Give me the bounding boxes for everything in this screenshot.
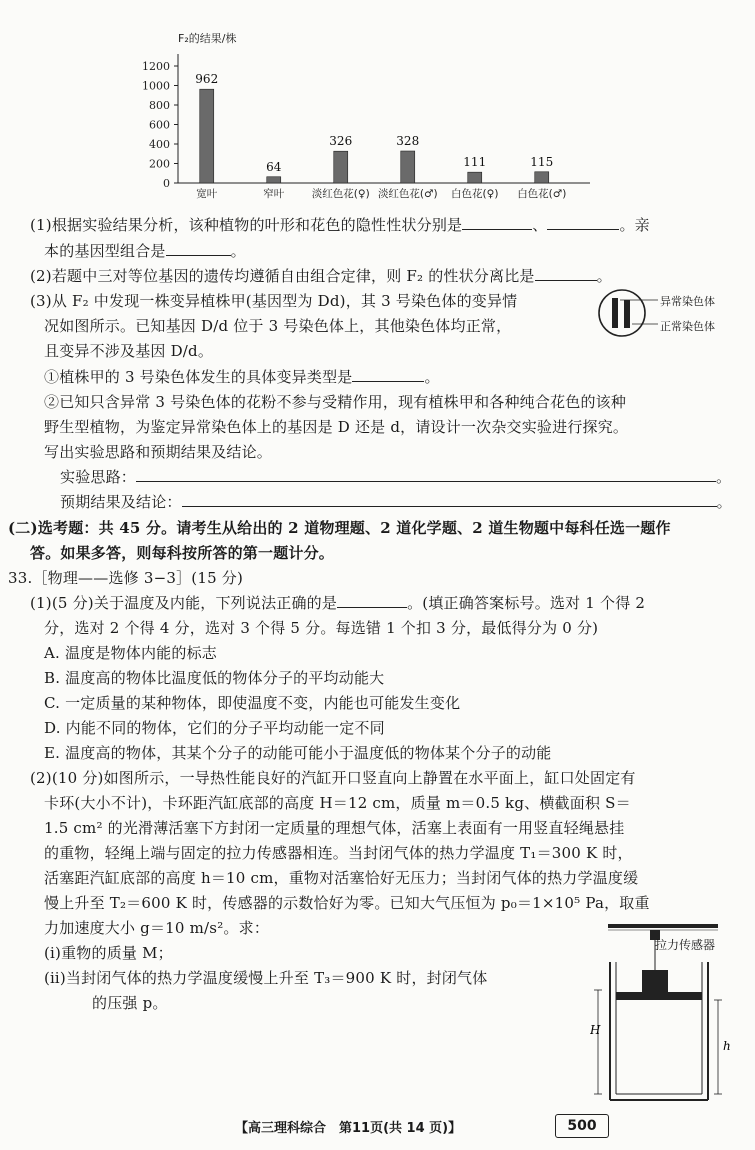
q33-1-line1 [30,593,645,613]
experiment-idea [60,467,731,487]
answer-blank-flower[interactable] [547,215,619,230]
bar [401,151,415,183]
answer-blank-expected-results[interactable] [182,492,717,507]
bar-value-label: 328 [396,134,420,149]
q2-text: (2)若题中三对等位基因的遗传均遵循自由组合定律，则 F₂ 的性状分离比是 [30,267,535,285]
y-tick-label: 800 [149,99,170,112]
q2-line [30,266,612,286]
answer-blank-q33-1[interactable] [337,593,407,608]
bar-value-label: 962 [195,72,219,87]
expected-results [60,492,732,512]
answer-blank-variation-type[interactable] [352,367,424,382]
section-elective-line2: 答。如果多答，则每科按所答的第一题计分。 [30,544,335,562]
answer-blank-parent-genotype[interactable] [166,241,231,256]
q3-sub1 [44,367,440,387]
sensor-label: 拉力传感器 [655,938,716,952]
q33-2-line4: 的重物，轻绳上端与固定的拉力传感器相连。当封闭气体的热力学温度 T₁＝300 K 时， [44,844,633,862]
chromosome-pointer-lines [620,292,660,332]
expected-results-end: 。 [716,493,732,511]
q33-2-ii-line2: 的压强 p。 [92,994,168,1012]
q33-1-line2: 分，选对 2 个得 4 分，选对 3 个得 5 分。每选错 1 个扣 3 分，最低得分为 0 分) [44,619,599,637]
q33-2-ii-line1: (ⅱ)当封闭气体的热力学温度缓慢上升至 T₃＝900 K 时，封闭气体 [44,969,488,987]
q33-1-text: (1)(5 分)关于温度及内能，下列说法正确的是 [30,594,338,612]
option-d: D. 内能不同的物体，它们的分子平均动能一定不同 [44,719,385,737]
expected-results-label: 预期结果及结论： [60,493,182,511]
q1-text-c: 本的基因型组合是 [44,242,166,260]
normal-chromosome-label: 正常染色体 [660,320,715,333]
y-tick-label: 1000 [142,79,170,93]
bar [200,89,214,183]
q33-heading: 33.［物理——选修 3−3］(15 分) [8,569,244,587]
x-category-label: 白色花(♂) [517,188,567,200]
x-category-label: 淡红色花(♀) [311,188,370,200]
q3-line1: (3)从 F₂ 中发现一株变异植株甲(基因型为 Dd)，其 3 号染色体的变异情 [30,292,518,310]
piston [616,992,702,1000]
x-category-label: 白色花(♀) [451,188,499,200]
q2-end: 。 [596,267,612,285]
bar [267,177,281,183]
q3-sub1-text: ①植株甲的 3 号染色体发生的具体变异类型是 [44,368,353,386]
q3-sub2-line2: 野生型植物，为鉴定异常染色体上的基因是 D 还是 d，请设计一次杂交实验进行探究。 [44,418,629,436]
q3-sub2-line1: ②已知只含异常 3 号染色体的花粉不参与受精作用，现有植株甲和各种纯合花色的该种 [44,393,627,411]
q1-sep: 、 [532,216,548,234]
abnormal-chromosome [612,298,618,328]
answer-blank-ratio[interactable] [535,266,597,281]
answer-blank-leaf[interactable] [462,215,532,230]
chart-ylabel: F₂的结果/株 [178,32,237,45]
q33-2-i: (ⅰ)重物的质量 M； [44,944,173,962]
experiment-idea-label: 实验思路： [60,468,137,486]
q1-line2 [44,241,246,261]
y-tick-label: 0 [163,177,170,190]
section-elective-line1: (二)选考题：共 45 分。请考生从给出的 2 道物理题、2 道化学题、2 道生物题中每科任选一题作 [8,519,671,537]
q1-text-b: 。亲 [619,216,650,234]
option-b: B. 温度高的物体比温度低的物体分子的平均动能大 [44,669,385,687]
y-tick-label: 1200 [142,60,170,73]
y-tick-label: 600 [149,118,170,132]
bar-value-label: 111 [463,155,487,170]
x-category-label: 窄叶 [263,188,285,200]
x-category-label: 淡红色花(♂) [377,188,438,200]
bar [535,172,549,183]
bar-value-label: 326 [329,134,353,149]
q33-2-line7: 力加速度大小 g＝10 m/s²。求： [44,919,270,937]
option-e: E. 温度高的物体，其某个分子的动能可能小于温度低的物体某个分子的动能 [44,744,552,762]
q3-line2: 况如图所示。已知基因 D/d 位于 3 号染色体上，其他染色体均正常， [44,317,512,335]
q33-2-line1: (2)(10 分)如图所示，一导热性能良好的汽缸开口竖直向上静置在水平面上，缸口处固定有 [30,769,636,787]
option-a: A. 温度是物体内能的标志 [44,644,217,662]
experiment-idea-end: 。 [716,468,732,486]
q33-2-line2: 卡环(大小不计)，卡环距汽缸底部的高度 H＝12 cm，质量 m＝0.5 kg、横截面积 S＝ [44,794,631,812]
bar [334,151,348,183]
q33-2-line3: 1.5 cm² 的光滑薄活塞下方封闭一定质量的理想气体，活塞上表面有一用竖直轻绳悬挂 [44,819,625,837]
bar-value-label: 64 [266,159,282,174]
answer-blank-experiment-idea[interactable] [136,467,716,482]
bar [468,172,482,183]
exam-code: 500 [555,1114,609,1138]
q33-1-text-b: 。(填正确答案标号。选对 1 个得 2 [407,594,646,612]
bar-value-label: 115 [530,154,554,169]
y-tick-label: 200 [149,157,170,171]
q1-end: 。 [230,242,246,260]
label-h: h [723,1039,731,1053]
chart-bars [195,72,566,200]
q33-2-line6: 慢上升至 T₂＝600 K 时，传感器的示数恰好为零。已知大气压恒为 p₀＝1×10⁵ Pa，取重 [44,894,650,912]
abnormal-chromosome-label: 异常染色体 [660,295,715,308]
x-category-label: 宽叶 [196,188,218,200]
q3-line3: 且变异不涉及基因 D/d。 [44,342,214,360]
q33-2-line5: 活塞距汽缸底部的高度 h＝10 cm，重物对活塞恰好无压力；当封闭气体的热力学温度缓 [44,869,639,887]
q1-text-a: (1)根据实验结果分析，该种植物的叶形和花色的隐性性状分别是 [30,216,463,234]
q1-line1 [30,215,650,235]
option-c: C. 一定质量的某种物体，即使温度不变，内能也可能发生变化 [44,694,461,712]
q3-sub2-line3: 写出实验思路和预期结果及结论。 [44,443,273,461]
label-H: H [590,1023,601,1037]
page-footer: 【高三理科综合 第11页(共 14 页)】 [235,1121,462,1136]
y-tick-label: 400 [149,138,170,151]
weight-block [642,970,668,992]
f2-bar-chart [120,28,600,208]
q3-sub1-end: 。 [424,368,440,386]
